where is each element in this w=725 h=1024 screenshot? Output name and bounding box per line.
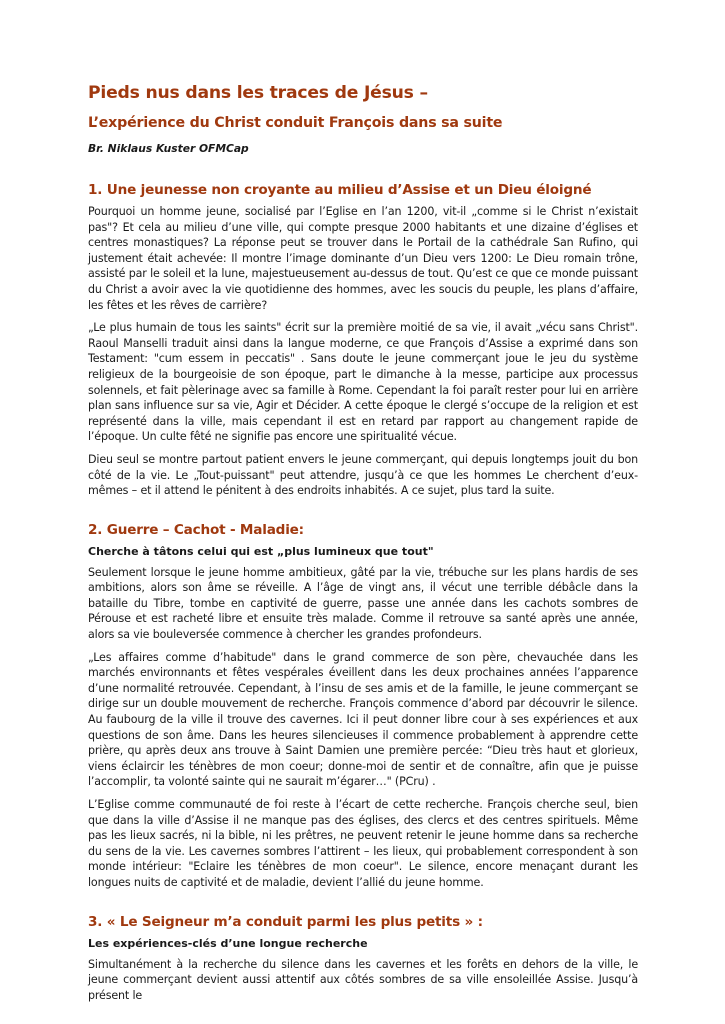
- section-1: [88, 180, 638, 499]
- document-subtitle: L’expérience du Christ conduit François dans sa suite: [88, 115, 503, 131]
- section-heading: 2. Guerre – Cachot - Maladie:: [88, 521, 304, 538]
- paragraph: „Les affaires comme d’habitude" dans le grand commerce de son père, chevauchée dans les marchés environnants et fêtes vespérales éveillent dans les deux prochaines années l’apparence d’une normalité retrouvée. Cependant, à l’insu de ses amis et de la famille, le jeune commerçant se dirige sur un double mouvement de recherche. François commence d’abord par découvrir le silence. Au faubourg de la ville il trouve des cavernes. Ici il peut donner libre cour à ses expériences et aux questions de son âme. Dans les heures silencieuses il commence probablement à apprendre cette prière, qu après deux ans trouve à Saint Damien une première percée: “Dieu très haut et glorieux, viens éclaircir les ténèbres de mon coeur; donne-moi de sentir et de connaître, afin que je puisse l’accomplir, ta volonté sainte qui ne saurait m’égarer…" (PCru) .: [88, 650, 638, 789]
- section-3: [88, 912, 638, 1004]
- paragraph: Pourquoi un homme jeune, socialisé par l’Eglise en l’an 1200, vit-il „comme si le Christ n’existait pas"? Et cela au milieu d’une ville, qui compte presque 2000 habitants et une dizaine d’églises et centres monastiques? La réponse peut se trouver dans le Portail de la cathédrale San Rufino, qui justement était achevée: Il montre l’image dominante d’un Dieu vers 1200: Le Dieu romain trône, assisté par le soleil et la lune, majestueusement au-dessus de tout. Qu’est ce que ce monde puissant du Christ a avoir avec la vie quotidienne des hommes, avec les soucis du peuple, les plans d’affaire, les fêtes et les rêves de carrière?: [88, 205, 638, 312]
- document-page: [88, 82, 638, 1010]
- paragraph: Dieu seul se montre partout patient envers le jeune commerçant, qui depuis longtemps jouit du bon côté de la vie. Le „Tout-puissant" peut attendre, jusqu’à ce que les hommes Le cherchent d’eux-mêmes – et il attend le pénitent à des endroits inhabités. A ce sujet, plus tard la suite.: [88, 452, 638, 498]
- section-subheading: Cherche à tâtons celui qui est „plus lumineux que tout": [88, 544, 434, 558]
- section-2: [88, 520, 638, 891]
- author-line: Br. Niklaus Kuster OFMCap: [88, 142, 249, 155]
- paragraph: Seulement lorsque le jeune homme ambitieux, gâté par la vie, trébuche sur les plans hardis de ses ambitions, alors son âme se réveille. A l’âge de vingt ans, il vécut une terrible débâcle dans la bataille du Tibre, tombe en captivité de guerre, passe une année dans les cachots sombres de Pérouse et est racheté libre et ensuite très malade. Comme il retrouve sa santé après une année, alors sa vie bouleversée commence à chercher les grandes profondeurs.: [88, 565, 638, 642]
- section-subheading: Les expériences-clés d’une longue recherche: [88, 936, 368, 950]
- paragraph: Simultanément à la recherche du silence dans les cavernes et les forêts en dehors de la ville, le jeune commerçant devient aussi attentif aux côtés sombres de sa ville ensoleillée Assise. Jusqu’à présent le: [88, 957, 638, 1002]
- paragraph: L’Eglise comme communauté de foi reste à l’écart de cette recherche. François cherche seul, bien que dans la ville d’Assise il ne manque pas des églises, des clercs et des centres spirituels. Même pas les lieux sacrés, ni la bible, ni les prêtres, ne peuvent retenir le jeune homme dans sa recherche du sens de la vie. Les cavernes sombres l’attirent – les lieux, qui probablement correspondent à son monde intérieur: "Eclaire les ténèbres de mon coeur". Le silence, encore menaçant durant les longues nuits de captivité et de maladie, devient l’allié du jeune homme.: [88, 798, 638, 889]
- paragraph: „Le plus humain de tous les saints" écrit sur la première moitié de sa vie, il avait „vécu sans Christ". Raoul Manselli traduit ainsi dans la langue moderne, ce que François d’Assise a exprimé dans son Testament: "cum essem in peccatis" . Sans doute le jeune commerçant joue le jeu du système religieux de la bourgeoisie de son époque, part le dimanche à la messe, participe aux processus solennels, et fait pèlerinage avec sa famille à Rome. Cependant la foi paraît rester pour lui en arrière plan sans influence sur sa vie, Agir et Décider. A cette époque le clergé s’occupe de la religion et est représenté dans la ville, mais cependant il est en retard par rapport au changement rapide de l’époque. Un culte fêté ne signifie pas encore une spiritualité vécue.: [88, 321, 638, 444]
- section-heading: 3. « Le Seigneur m’a conduit parmi les plus petits » :: [88, 913, 483, 930]
- section-heading: 1. Une jeunesse non croyante au milieu d’Assise et un Dieu éloigné: [88, 182, 592, 198]
- document-title: Pieds nus dans les traces de Jésus –: [88, 83, 428, 103]
